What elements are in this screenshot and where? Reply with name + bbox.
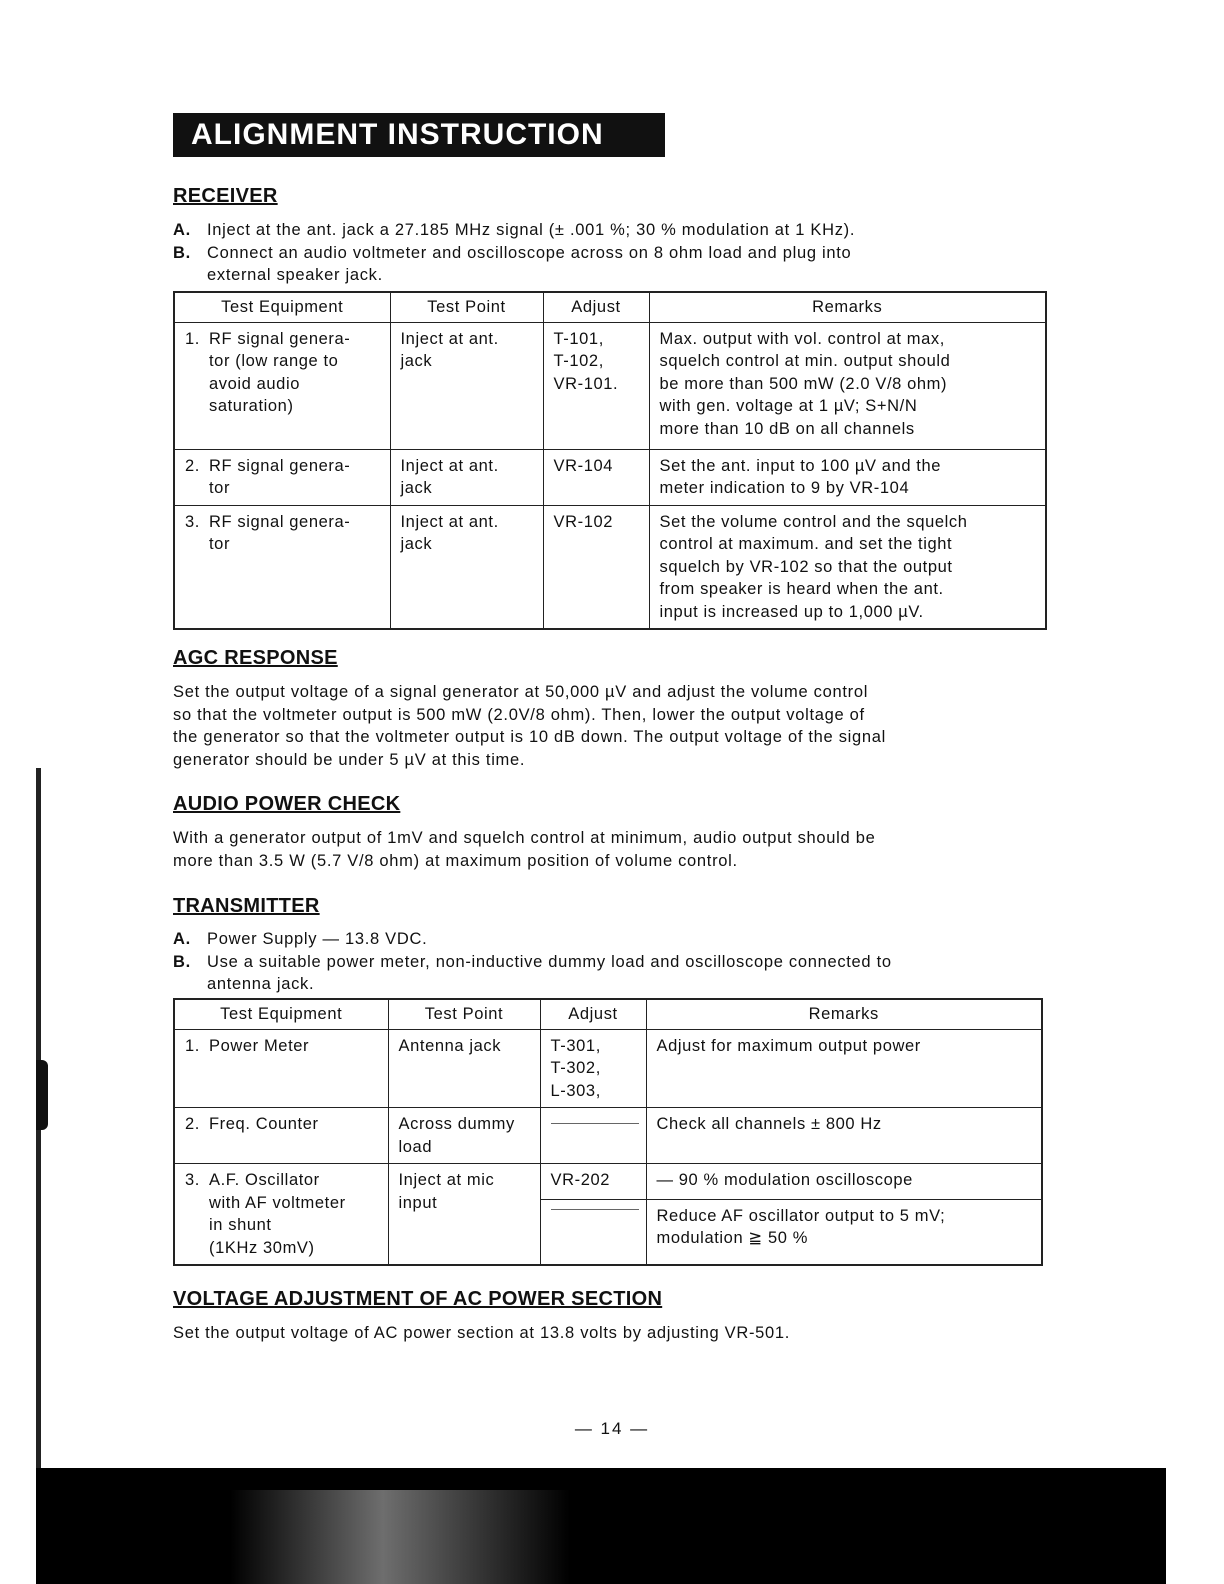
row-equipment: RF signal genera- tor <box>209 456 351 497</box>
row-test-point: Inject at ant. jack <box>390 505 543 629</box>
row-remarks: Adjust for maximum output power <box>646 1029 1042 1108</box>
blank-dash <box>551 1123 639 1124</box>
header-test-equipment: Test Equipment <box>174 292 390 322</box>
header-test-point: Test Point <box>388 999 540 1029</box>
row-number: 1. <box>185 329 200 348</box>
transmitter-title: TRANSMITTER <box>173 895 320 917</box>
step-label: B. <box>173 952 191 971</box>
step-text: Connect an audio voltmeter and oscilloscope across on 8 ohm load and plug into external speaker jack. <box>207 243 852 284</box>
step-label: A. <box>173 221 191 239</box>
transmitter-step-b <box>173 951 1053 996</box>
row-remarks: Check all channels ± 800 Hz <box>646 1108 1042 1164</box>
row-equipment: A.F. Oscillator with AF voltmeter in shunt (1KHz 30mV) <box>209 1171 346 1257</box>
table-row <box>174 1108 1042 1164</box>
table-row <box>174 505 1046 629</box>
row-number: 3. <box>185 512 200 531</box>
header-remarks: Remarks <box>649 292 1046 322</box>
row-adjust: T-301, T-302, L-303, <box>540 1029 646 1108</box>
row-adjust: VR-202 <box>540 1164 646 1200</box>
row-adjust: T-101, T-102, VR-101. <box>543 322 649 449</box>
row-test-point: Inject at ant. jack <box>390 322 543 449</box>
blank-dash <box>551 1209 639 1210</box>
row-test-point: Across dummy load <box>388 1108 540 1164</box>
receiver-title: RECEIVER <box>173 185 278 207</box>
header-test-equipment: Test Equipment <box>174 999 388 1029</box>
receiver-table <box>173 291 1047 630</box>
scan-shadow-bar <box>36 1468 1166 1584</box>
row-number: 1. <box>185 1036 200 1055</box>
table-row <box>174 449 1046 505</box>
row-remarks: Set the volume control and the squelch control at maximum. and set the tight squelch by VR-102 so that the output from speaker is heard when the ant. input is increased up to 1,000 µV. <box>649 505 1046 629</box>
row-adjust: VR-102 <box>543 505 649 629</box>
scan-shadow-fade <box>230 1490 570 1584</box>
receiver-steps <box>173 219 1053 287</box>
header-adjust: Adjust <box>540 999 646 1029</box>
step-text: Power Supply — 13.8 VDC. <box>207 930 428 948</box>
row-number: 2. <box>185 1115 200 1133</box>
header-adjust: Adjust <box>543 292 649 322</box>
table-row <box>174 1029 1042 1108</box>
receiver-step-a <box>173 219 1053 242</box>
row-number: 3. <box>185 1171 200 1189</box>
step-label: A. <box>173 930 191 948</box>
receiver-step-b <box>173 242 1053 287</box>
agc-title: AGC RESPONSE <box>173 647 338 669</box>
transmitter-table <box>173 998 1043 1266</box>
step-text: Use a suitable power meter, non-inductive dummy load and oscilloscope connected to antenna jack. <box>207 952 892 993</box>
header-remarks: Remarks <box>646 999 1042 1029</box>
audio-title: AUDIO POWER CHECK <box>173 793 401 815</box>
row-remarks: Reduce AF oscillator output to 5 mV; modulation ≧ 50 % <box>646 1199 1042 1265</box>
table-row <box>174 322 1046 449</box>
row-equipment: Power Meter <box>209 1036 310 1055</box>
voltage-text: Set the output voltage of AC power section at 13.8 volts by adjusting VR-501. <box>173 1324 791 1342</box>
row-equipment: RF signal genera- tor <box>209 512 351 553</box>
row-remarks: Max. output with vol. control at max, squelch control at min. output should be more than 500 mW (2.0 V/8 ohm) with gen. voltage at 1 µV; S+N/N more than 10 dB on all channels <box>649 322 1046 449</box>
voltage-title: VOLTAGE ADJUSTMENT OF AC POWER SECTION <box>173 1288 663 1310</box>
table-header-row <box>174 292 1046 322</box>
table-row <box>174 1164 1042 1200</box>
table-header-row <box>174 999 1042 1029</box>
audio-text: With a generator output of 1mV and squelch control at minimum, audio output should be more than 3.5 W (5.7 V/8 ohm) at maximum position of volume control. <box>173 829 876 870</box>
transmitter-steps <box>173 928 1053 996</box>
row-equipment: Freq. Counter <box>209 1115 319 1133</box>
scan-edge-mark <box>36 1060 48 1130</box>
step-label: B. <box>173 243 191 262</box>
page-number: — 14 — <box>574 1419 650 1438</box>
header-test-point: Test Point <box>390 292 543 322</box>
agc-text: Set the output voltage of a signal generator at 50,000 µV and adjust the volume control so that the voltmeter output is 500 mW (2.0V/8 ohm). Then, lower the output voltage of the generator so that the voltmeter output is 10 dB down. The output voltage of the signal generator should be under 5 µV at this time. <box>173 683 887 769</box>
row-number: 2. <box>185 456 200 475</box>
step-text: Inject at the ant. jack a 27.185 MHz signal (± .001 %; 30 % modulation at 1 KHz). <box>207 221 856 239</box>
row-test-point: Antenna jack <box>388 1029 540 1108</box>
row-test-point: Inject at ant. jack <box>390 449 543 505</box>
row-adjust <box>540 1108 646 1164</box>
row-adjust: VR-104 <box>543 449 649 505</box>
row-remarks: — 90 % modulation oscilloscope <box>646 1164 1042 1200</box>
row-remarks: Set the ant. input to 100 µV and the meter indication to 9 by VR-104 <box>649 449 1046 505</box>
row-equipment: RF signal genera- tor (low range to avoid audio saturation) <box>209 329 351 415</box>
row-adjust <box>540 1199 646 1265</box>
row-test-point: Inject at mic input <box>388 1164 540 1266</box>
transmitter-step-a <box>173 928 1053 951</box>
page-banner: ALIGNMENT INSTRUCTION <box>173 113 665 157</box>
